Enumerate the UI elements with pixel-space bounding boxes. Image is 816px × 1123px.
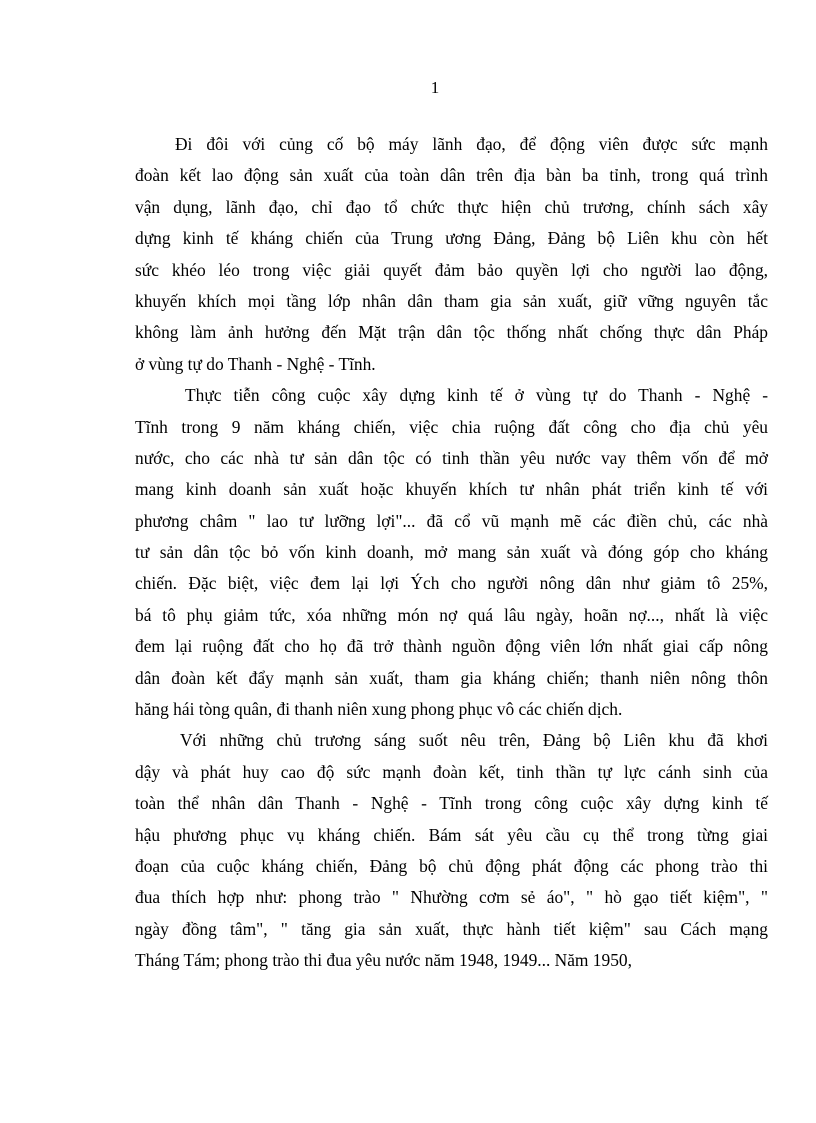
text-line: bá tô phụ giảm tức, xóa những món nợ quá lâu ngày, hoãn nợ..., nhất là việc <box>135 604 768 625</box>
text-line: hậu phương phục vụ kháng chiến. Bám sát yêu cầu cụ thể trong từng giai <box>135 824 768 845</box>
text-line: sức khéo léo trong việc giải quyết đảm bảo quyền lợi cho người lao động, <box>135 259 768 280</box>
text-line: chiến. Đặc biệt, việc đem lại lợi Ých cho người nông dân như giảm tô 25%, <box>135 573 768 594</box>
text-line: khuyến khích mọi tầng lớp nhân dân tham gia sản xuất, giữ vững nguyên tắc <box>135 290 768 311</box>
text-line: ngày đồng tâm", " tăng gia sản xuất, thực hành tiết kiệm" sau Cách mạng <box>135 918 768 939</box>
body-text <box>135 129 768 977</box>
text-line: không làm ảnh hưởng đến Mặt trận dân tộc thống nhất chống thực dân Pháp <box>135 322 768 343</box>
text-line: mang kinh doanh sản xuất hoặc khuyến khích tư nhân phát triển kinh tế với <box>135 479 768 500</box>
text-line: ở vùng tự do Thanh - Nghệ - Tĩnh. <box>135 353 376 374</box>
text-line: Tĩnh trong 9 năm kháng chiến, việc chia ruộng đất công cho địa chủ yêu <box>135 416 768 437</box>
text-line: phương châm " lao tư lưỡng lợi"... đã cổ vũ mạnh mẽ các điền chủ, các nhà <box>135 510 768 531</box>
text-line: dậy và phát huy cao độ sức mạnh đoàn kết, tinh thần tự lực cánh sinh của <box>135 761 768 782</box>
text-line: Với những chủ trương sáng suốt nêu trên, Đảng bộ Liên khu đã khơi <box>180 730 768 751</box>
text-line: vận dụng, lãnh đạo, chỉ đạo tổ chức thực hiện chủ trương, chính sách xây <box>135 196 768 217</box>
text-line: dựng kinh tế kháng chiến của Trung ương Đảng, Đảng bộ Liên khu còn hết <box>135 228 768 249</box>
text-line: đoàn kết lao động sản xuất của toàn dân trên địa bàn ba tỉnh, trong quá trình <box>135 165 768 186</box>
text-line: Đi đôi với củng cố bộ máy lãnh đạo, để động viên được sức mạnh <box>175 134 768 154</box>
text-line: Thực tiễn công cuộc xây dựng kinh tế ở vùng tự do Thanh - Nghệ - <box>185 385 768 406</box>
text-line: Tháng Tám; phong trào thi đua yêu nước năm 1948, 1949... Năm 1950, <box>135 950 632 971</box>
paragraph <box>135 380 768 725</box>
paragraph <box>135 725 768 976</box>
page-number: 1 <box>430 78 440 97</box>
paragraph <box>135 129 768 380</box>
text-line: hăng hái tòng quân, đi thanh niên xung phong phục vô các chiến dịch. <box>135 699 623 720</box>
text-line: toàn thể nhân dân Thanh - Nghệ - Tĩnh trong công cuộc xây dựng kinh tế <box>135 793 768 814</box>
text-line: đem lại ruộng đất cho họ đã trở thành nguồn động viên lớn nhất giai cấp nông <box>135 636 768 657</box>
text-line: tư sản dân tộc bỏ vốn kinh doanh, mở mang sản xuất và đóng góp cho kháng <box>135 542 768 563</box>
text-line: dân đoàn kết đẩy mạnh sản xuất, tham gia kháng chiến; thanh niên nông thôn <box>135 667 768 688</box>
text-line: nước, cho các nhà tư sản dân tộc có tinh thần yêu nước vay thêm vốn để mở <box>135 447 768 468</box>
text-line: đua thích hợp như: phong trào " Nhường cơm sẻ áo", " hò gạo tiết kiệm", " <box>135 887 768 908</box>
text-line: đoạn của cuộc kháng chiến, Đảng bộ chủ động phát động các phong trào thi <box>135 855 768 876</box>
